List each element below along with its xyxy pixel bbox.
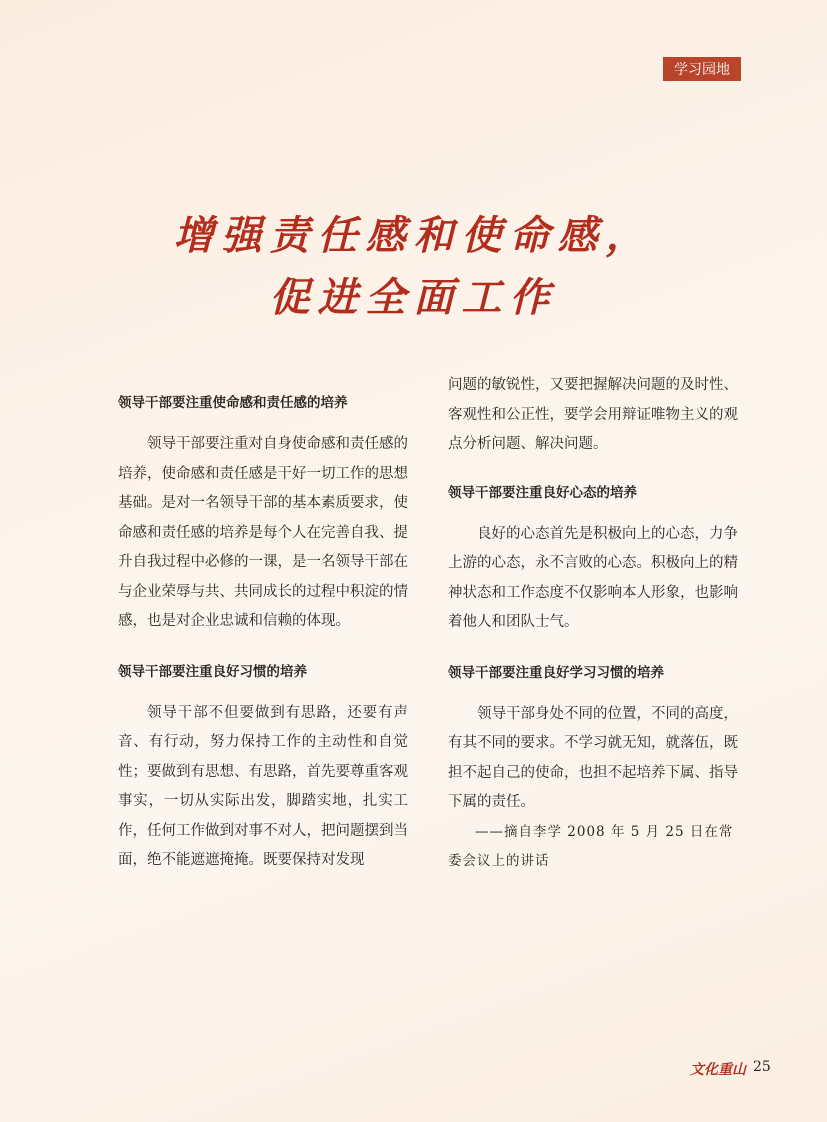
body-paragraph: 领导干部要注重对自身使命感和责任感的培养，使命感和责任感是干好一切工作的思想基础。是对一名领导干部的基本素质要求，使命感和责任感的培养是每个人在完善自我、提升自我过程中必修的一课，是一名领导干部在与企业荣辱与共、共同成长的过程中积淀的情感，也是对企业忠诚和信赖的体现。 [118,436,408,629]
article-title [0,205,827,329]
magazine-brand: 文化重山 [690,1062,746,1078]
section-heading: 领导干部要注重良好习惯的培养 [118,663,307,680]
title-line-1: 增强责任感和使命感， [173,212,654,259]
section-heading: 领导干部要注重使命感和责任感的培养 [118,395,348,411]
body-paragraph: 良好的心态首先是积极向上的心态，力争上游的心态，永不言败的心态。积极向上的精神状态和工作态度不仅影响本人形象，也影响着他人和团队士气。 [448,525,738,630]
section-heading: 领导干部要注重良好学习习惯的培养 [448,664,664,681]
attribution: ——摘自李学 2008 年 5 月 25 日在常委会议上的讲话 [448,823,734,869]
body-paragraph: 领导干部身处不同的位置，不同的高度，有其不同的要求。不学习就无知，就落伍，既担不起自己的使命，也担不起培养下属、指导下属的责任。 [448,705,738,810]
page-number: 25 [753,1059,771,1075]
section-heading: 领导干部要注重良好心态的培养 [448,484,637,501]
body-paragraph: 领导干部不但要做到有思路，还要有声音、有行动，努力保持工作的主动性和自觉性；要做到有思想、有思路，首先要尊重客观事实，一切从实际出发，脚踏实地，扎实工作，任何工作做到对事不对人，把问题摆到当面，绝不能遮遮掩掩。既要保持对发现 [118,704,408,868]
section-tag: 学习园地 [663,57,741,81]
left-column [118,390,408,876]
right-column [448,371,738,876]
body-paragraph: 问题的敏锐性，又要把握解决问题的及时性、客观性和公正性，要学会用辩证唯物主义的观点分析问题、解决问题。 [448,377,738,452]
title-line-2: 促进全面工作 [269,274,558,321]
